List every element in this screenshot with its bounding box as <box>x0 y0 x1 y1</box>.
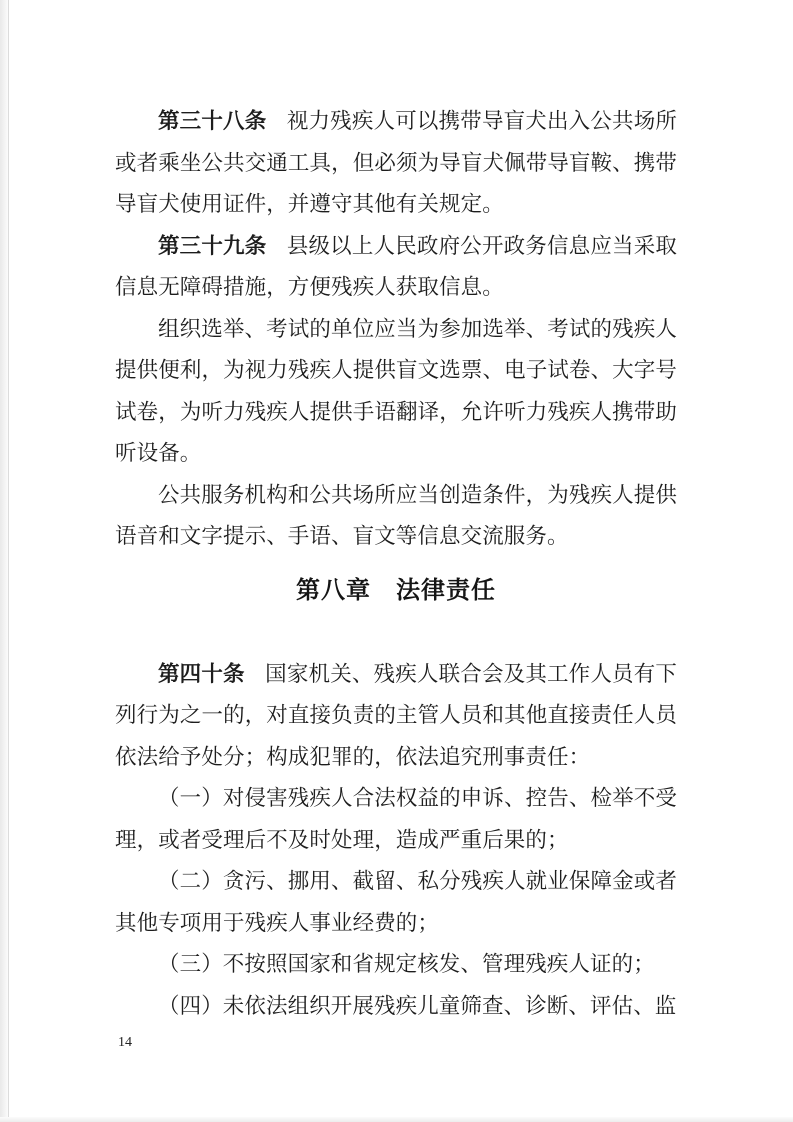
article-40-item-1 <box>115 778 677 861</box>
article-39-paragraph-3-text: 公共服务机构和公共场所应当创造条件，为残疾人提供语音和文字提示、手语、盲文等信息交流服务。 <box>115 482 677 548</box>
article-40-label: 第四十条 <box>158 661 245 686</box>
article-39-paragraph-3 <box>115 475 677 558</box>
document-body <box>115 101 677 1027</box>
article-40-item-3 <box>115 944 677 986</box>
article-38-paragraph <box>115 101 677 226</box>
page-number: 14 <box>118 1035 132 1050</box>
article-39-paragraph-2 <box>115 309 677 475</box>
article-38-label: 第三十八条 <box>158 109 267 133</box>
article-39-paragraph-2-text: 组织选举、考试的单位应当为参加选举、考试的残疾人提供便利，为视力残疾人提供盲文选票、电子试卷、大字号试卷，为听力残疾人提供手语翻译，允许听力残疾人携带助听设备。 <box>115 316 677 465</box>
article-40-item-1-text: （一）对侵害残疾人合法权益的申诉、控告、检举不受理，或者受理后不及时处理，造成严重后果的； <box>115 786 677 852</box>
article-39-text: 县级以上人民政府公开政务信息应当采取信息无障碍措施，方便残疾人获取信息。 <box>115 233 677 299</box>
article-40-item-4 <box>115 986 677 1028</box>
article-40-item-2-text: （二）贪污、挪用、截留、私分残疾人就业保障金或者其他专项用于残疾人事业经费的； <box>115 869 677 935</box>
article-40-item-4-text: （四）未依法组织开展残疾儿童筛查、诊断、评估、监 <box>158 993 677 1018</box>
article-39-label: 第三十九条 <box>158 233 267 258</box>
article-38-text: 视力残疾人可以携带导盲犬出入公共场所或者乘坐公共交通工具，但必须为导盲犬佩带导盲鞍、携带导盲犬使用证件，并遵守其他有关规定。 <box>115 109 677 216</box>
article-40-item-3-text: （三）不按照国家和省规定核发、管理残疾人证的； <box>158 952 655 976</box>
article-40-item-2 <box>115 861 677 944</box>
article-39-paragraph <box>115 226 677 309</box>
article-40-text: 国家机关、残疾人联合会及其工作人员有下列行为之一的，对直接负责的主管人员和其他直接责任人员依法给予处分；构成犯罪的，依法追究刑事责任： <box>115 661 678 769</box>
article-40-paragraph <box>115 654 677 779</box>
chapter-8-heading: 第八章 法律责任 <box>296 576 496 604</box>
